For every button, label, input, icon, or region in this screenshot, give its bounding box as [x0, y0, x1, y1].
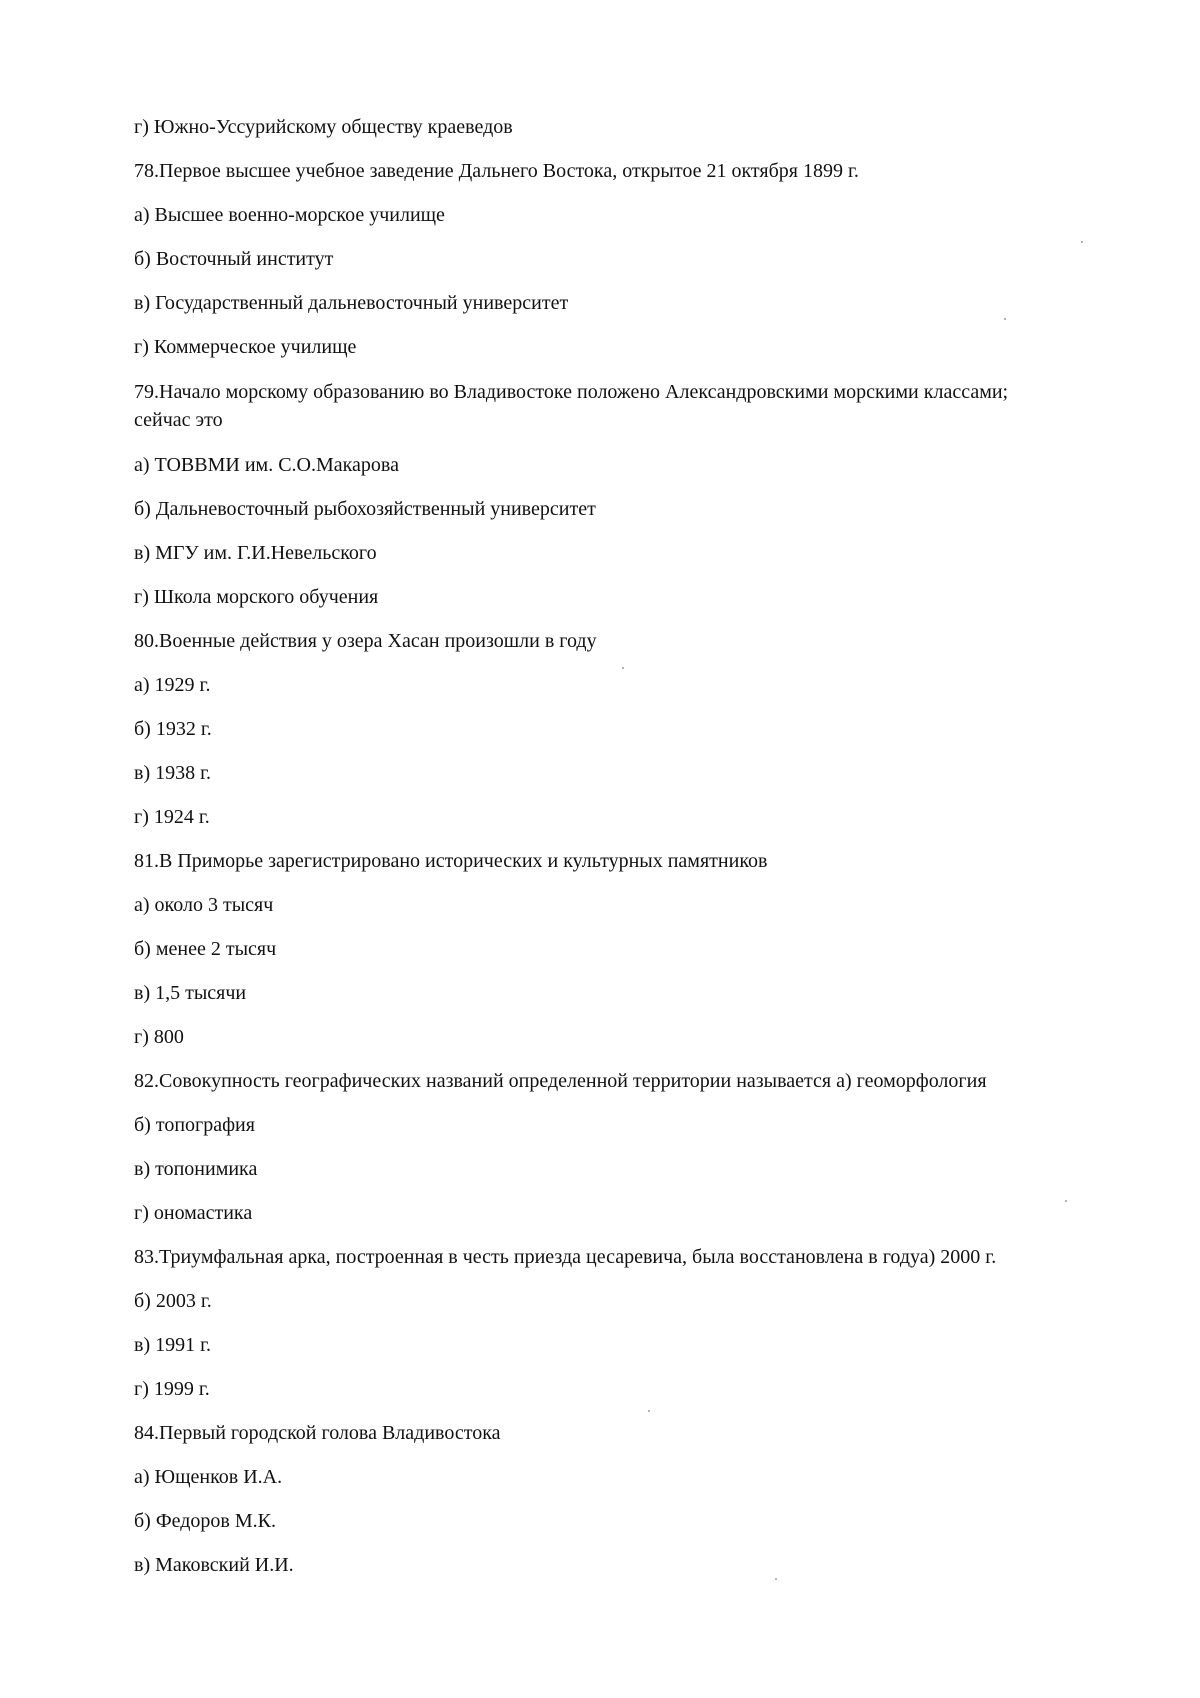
answer-option: г) 1999 г. — [134, 1378, 210, 1400]
answer-option: г) Коммерческое училище — [134, 336, 357, 358]
answer-option: а) 1929 г. — [134, 674, 211, 696]
answer-option: б) Федоров М.К. — [134, 1510, 276, 1532]
question-83: 83.Триумфальная арка, построенная в честь приезда цесаревича, была восстановлена в годуа) 2000 г. — [134, 1246, 997, 1268]
answer-option: б) менее 2 тысяч — [134, 938, 277, 960]
answer-option: б) топография — [134, 1114, 255, 1136]
answer-option: в) топонимика — [134, 1158, 258, 1180]
answer-option: г) 1924 г. — [134, 806, 210, 828]
answer-option: а) около 3 тысяч — [134, 894, 274, 916]
answer-option: г) ономастика — [134, 1202, 253, 1224]
answer-option: в) 1938 г. — [134, 762, 212, 784]
document-body — [134, 114, 1134, 1578]
scan-speck — [648, 1410, 650, 1412]
scan-speck — [775, 1578, 777, 1580]
answer-option: а) Ющенков И.А. — [134, 1466, 283, 1488]
answer-option: б) 1932 г. — [134, 718, 212, 740]
answer-option: в) 1991 г. — [134, 1334, 212, 1356]
answer-option: в) МГУ им. Г.И.Невельского — [134, 542, 377, 564]
answer-option: а) ТОВВМИ им. С.О.Макарова — [134, 454, 399, 476]
scan-speck — [1065, 1200, 1067, 1202]
question-80: 80.Военные действия у озера Хасан произошли в году — [134, 630, 597, 652]
question-82: 82.Совокупность географических названий определенной территории называется а) геоморфология — [134, 1070, 987, 1092]
answer-option: в) Государственный дальневосточный университет — [134, 292, 569, 314]
answer-option: б) Восточный институт — [134, 248, 334, 270]
question-81: 81.В Приморье зарегистрировано исторических и культурных памятников — [134, 850, 768, 872]
question-79: 79.Начало морскому образованию во Владивостоке положено Александровскими морскими классами; сейчас это — [134, 381, 1009, 431]
answer-option: б) 2003 г. — [134, 1290, 212, 1312]
answer-option: в) 1,5 тысячи — [134, 982, 247, 1004]
answer-option: г) Южно-Уссурийскому обществу краеведов — [134, 116, 513, 138]
answer-option: в) Маковский И.И. — [134, 1554, 294, 1576]
answer-option: г) 800 — [134, 1026, 184, 1048]
scan-speck — [622, 667, 624, 669]
question-78: 78.Первое высшее учебное заведение Дальнего Востока, открытое 21 октября 1899 г. — [134, 160, 859, 182]
answer-option: а) Высшее военно-морское училище — [134, 204, 445, 226]
answer-option: г) Школа морского обучения — [134, 586, 379, 608]
scan-speck — [1004, 318, 1006, 320]
scan-speck — [1081, 241, 1083, 243]
answer-option: б) Дальневосточный рыбохозяйственный университет — [134, 498, 596, 520]
question-84: 84.Первый городской голова Владивостока — [134, 1422, 501, 1444]
